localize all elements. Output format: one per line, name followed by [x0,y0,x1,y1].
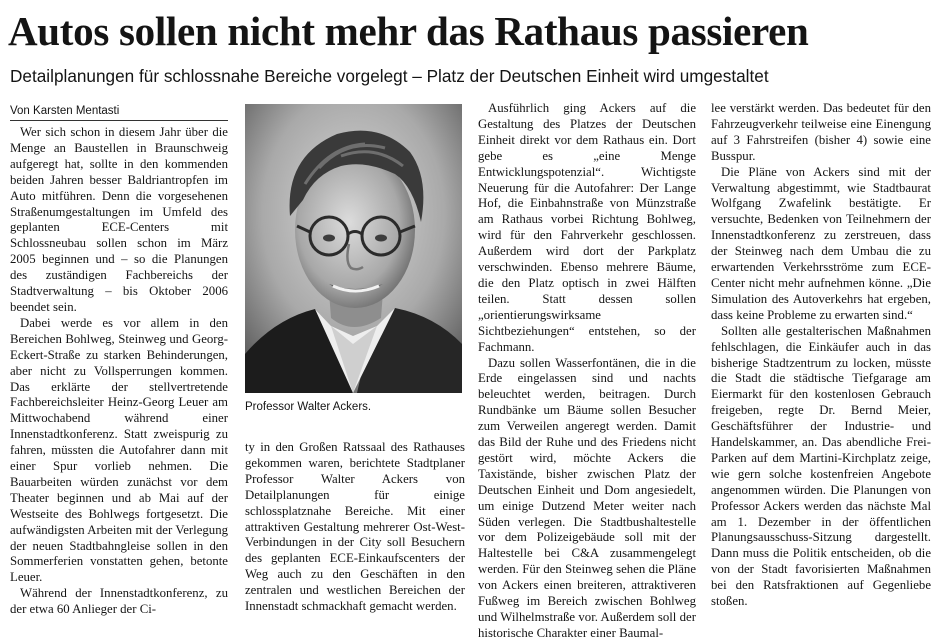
article-column-2 [245,440,465,615]
portrait-photo-image [245,104,462,393]
subheadline: Detailplanungen für schlossnahe Bereiche vorgelegt – Platz der Deutschen Einheit wird umgestaltet [10,66,769,86]
article-column-4 [711,101,931,610]
headline: Autos sollen nicht mehr das Rathaus passieren [8,8,809,54]
paragraph: Wer sich schon in diesem Jahr über die Menge an Baustellen in Braunschweig aufgeregt hat, sollte in den kommenden beiden Jahren besser Baldriantropfen im Auto mitführen. Denn die vorgesehenen Straßenumgestaltungen im Umfeld des geplanten ECE-Centers mit Schlossneubau sollen schon im März 2005 beginnen und – so die Planungen des zuständigen Fachbereichs der Stadtverwaltung – bis Oktober 2006 beendet sein. [10,125,228,314]
paragraph: ty in den Großen Ratssaal des Rathauses gekommen waren, berichtete Stadtplaner Professor Walter Ackers von Detailplanungen für einige schlossplatznahe Bereiche. Mit einer attraktiven Gestaltung mehrerer Ost-West-Verbindungen in der City soll Besuchern des geplanten ECE-Einkaufscenters der Weg auch zu den Geschäften in den zentralen und westlichen Bereichen der Innenstadt schmackhaft gemacht werden. [245,440,465,614]
paragraph: Dazu sollen Wasserfontänen, die in die Erde eingelassen sind und nachts beleuchtet werden, beitragen. Durch Rundbänke um Bäume sollen Besucher zum Verweilen angeregt werden. Damit das Bild der Ruhe und des Friedens nicht gestört wird, möchte Ackers die Taxistände, bisher zwischen Platz der Deutschen Einheit und Dom angesiedelt, um einige Dutzend Meter weiter nach Süden verlegen. Die Stadtbushaltestelle vor dem Polizeigebäude soll mit der Haltestelle bei C&A zusammengelegt werden. Für den Steinweg sehen die Pläne von Ackers einen breiteren, attraktiveren Fußweg im Bereich zwischen Bohlweg und Wilhelmstraße vor. Außerdem soll der historische Charakter einer Baumal- [478,355,696,640]
article-column-3 [478,101,696,642]
paragraph: lee verstärkt werden. Das bedeutet für den Fahrzeugverkehr teilweise eine Einengung auf 3 Fahrstreifen (bisher 4) sowie eine Busspur. [711,101,931,163]
photo-caption: Professor Walter Ackers. [245,401,372,413]
article-column-1 [10,125,228,618]
portrait-photo [245,104,462,393]
paragraph: Dabei werde es vor allem in den Bereichen Bohlweg, Steinweg und Georg-Eckert-Straße zu starken Behinderungen, aber nicht zu Vollsperrungen kommen. Das erklärte der stellvertretende Fachbereichsleiter Heinz-Georg Leuer am Mittwochabend während einer Innenstadtkonferenz. Statt zweispurig zu fahren, müssten die Autofahrer dann mit einer Spur vorlieb nehmen. Die Bauarbeiten würden zunächst vor dem Theater beginnen und ab Mai auf der Westseite des Bohlwegs fortgesetzt. Die aufwändigsten Arbeiten mit der Verlegung der neuen Stadtbahngleise sollen in den Sommerferien vonstatten gehen, betonte Leuer. [10,315,228,585]
paragraph: Sollten alle gestalterischen Maßnahmen fehlschlagen, die Einkäufer auch in das bisherige Stadtzentrum zu locken, müsste die Stadt die städtische Tiefgarage am Eiermarkt für den kostenlosen Gebrauch freigeben, regte Dr. Bernd Meier, Geschäftsführer der Industrie- und Handelskammer, an. Das abendliche Frei-Parken auf dem Martini-Kirchplatz zeige, wie gern solche kostenfreien Angebote angenommen würden. Die Planungen von Professor Ackers werden das nächste Mal am 1. Dezember in der öffentlichen Planungsausschuss-Sitzung dargestellt. Dann muss die Politik entscheiden, ob die von der Stadt favorisierten Maßnahmen bei den Ratsfraktionen auf Gegenliebe stoßen. [711,323,931,609]
byline: Von Karsten Mentasti [10,104,228,121]
paragraph: Ausführlich ging Ackers auf die Gestaltung des Platzes der Deutschen Einheit direkt vor dem Rathaus ein. Dort gebe es „eine Menge Entwicklungspotenzial“. Wichtigste Neuerung für die Autofahrer: Der Lange Hof, die Einbahnstraße von Münzstraße am Rathaus vorbei Richtung Bohlweg, wird für den Fahrverkehr geschlossen. Außerdem wird dort der Parkplatz verschwinden. Ebenso mehrere Bäume, die den Platz optisch in zwei Hälften teilen. Statt dessen sollen „orientierungswirksame Sichtbeziehungen“ entstehen, so der Fachmann. [478,101,696,354]
paragraph: Während der Innenstadtkonferenz, zu der etwa 60 Anlieger der Ci- [10,586,228,617]
paragraph: Die Pläne von Ackers sind mit der Verwaltung abgestimmt, wie Stadtbaurat Wolfgang Zwafelink bestätigte. Er versuchte, Bedenken von Teilnehmern der Innenstadtkonferenz zu zerstreuen, dass der Steinweg nach dem Umbau die zu erwartenden Verkehrsströme zum ECE-Center nicht mehr aufnehmen könne. „Die Simulation des Autoverkehrs hat ergeben, dass keine Probleme zu erwarten sind.“ [711,164,931,322]
